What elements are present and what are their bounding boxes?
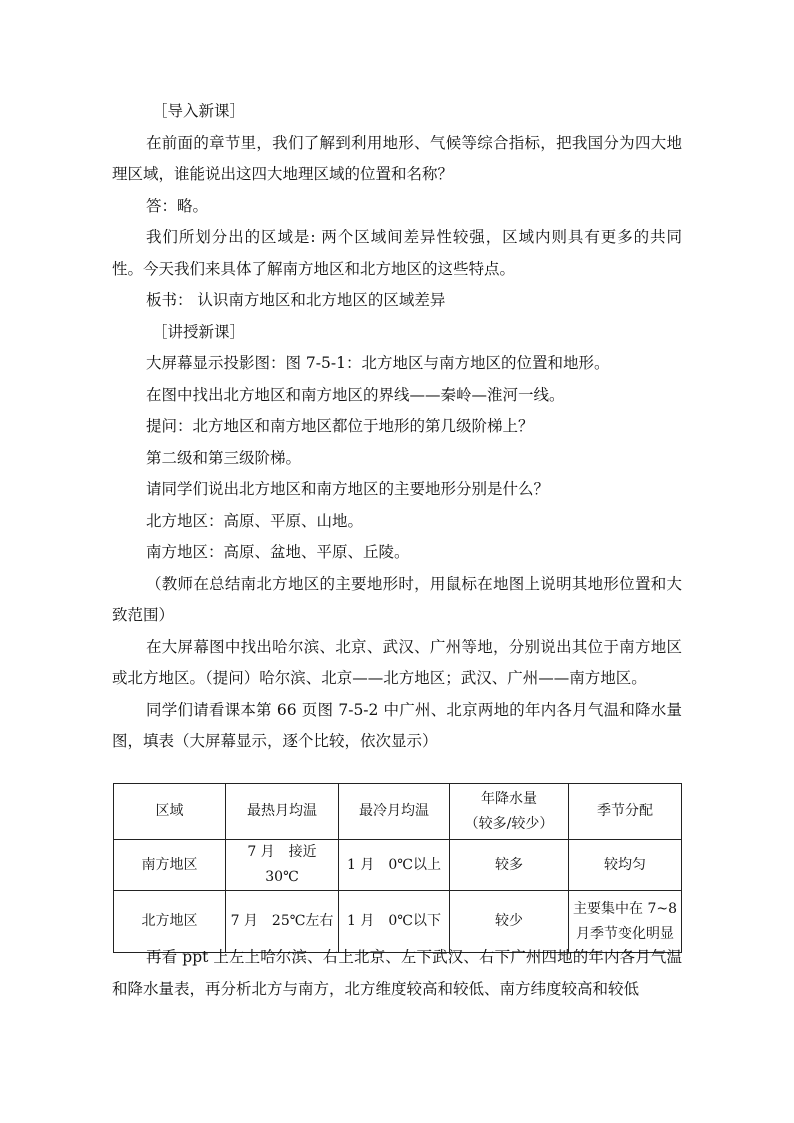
table-cell: 南方地区: [114, 840, 226, 891]
document-body: [112, 96, 682, 758]
paragraph: 同学们请看课本第 66 页图 7-5-2 中广州、北京两地的年内各月气温和降水量图，填表（大屏幕显示，逐个比较，依次显示）: [112, 700, 682, 750]
paragraph: 大屏幕显示投影图：图 7-5-1：北方地区与南方地区的位置和地形。: [146, 354, 610, 372]
cell-line: 月季节变化明显: [576, 925, 674, 942]
blackboard-note: 板书： 认识南方地区和北方地区的区域差异: [146, 291, 446, 309]
header-line: 年降水量: [481, 790, 537, 807]
table-cell: 7 月 接近 30℃: [226, 840, 339, 891]
table-cell: 较均匀: [569, 840, 682, 891]
table-cell: 1 月 0℃以上: [339, 840, 450, 891]
table-cell: 北方地区: [114, 891, 226, 953]
table-header-row: [114, 784, 682, 840]
paragraph: 我们所划分出的区域是: 两个区域间差异性较强，区域内则具有更多的共同性。今天我们来具体了解南方地区和北方地区的这些特点。: [112, 228, 682, 278]
paragraph: 南方地区：高原、盆地、平原、丘陵。: [146, 543, 410, 561]
table-cell: 7 月 25℃左右: [226, 891, 339, 953]
paragraph: （教师在总结南北方地区的主要地形时，用鼠标在地图上说明其地形位置和大致范围）: [112, 574, 682, 624]
header-line: （较多/较少）: [464, 815, 554, 832]
climate-comparison-table: [113, 783, 682, 953]
paragraph: 在前面的章节里，我们了解到利用地形、气候等综合指标，把我国分为四大地理区域，谁能说出这四大地理区域的位置和名称？: [112, 133, 682, 183]
paragraph: 在大屏幕图中找出哈尔滨、北京、武汉、广州等地，分别说出其位于南方地区或北方地区。（提问）哈尔滨、北京——北方地区；武汉、广州——南方地区。: [112, 637, 682, 687]
heading-lesson: ［讲授新课］: [152, 322, 246, 341]
header-cell: 最冷月均温: [339, 784, 450, 840]
paragraph: 答：略。: [146, 196, 209, 215]
document-continuation: [112, 942, 682, 1005]
header-cell: 区域: [114, 784, 226, 840]
paragraph: 请同学们说出北方地区和南方地区的主要地形分别是什么？: [146, 480, 550, 498]
table-cell: 较少: [450, 891, 569, 953]
paragraph: 再看 ppt 上左上哈尔滨、右上北京、左下武汉、右下广州四地的年内各月气温和降水量表，再分析北方与南方，北方维度较高和较低、南方纬度较高和较低: [112, 948, 682, 998]
paragraph: 北方地区：高原、平原、山地。: [146, 511, 364, 530]
paragraph: 第二级和第三级阶梯。: [146, 448, 302, 467]
paragraph: 在图中找出北方地区和南方地区的界线——秦岭—淮河一线。: [146, 385, 565, 404]
table-cell: 较多: [450, 840, 569, 891]
table-cell: 1 月 0℃以下: [339, 891, 450, 953]
table-row: [114, 840, 682, 891]
header-cell: [450, 784, 569, 840]
cell-line: 主要集中在 7~8: [573, 900, 677, 917]
header-cell: 最热月均温: [226, 784, 339, 840]
header-cell: 季节分配: [569, 784, 682, 840]
paragraph: 提问：北方地区和南方地区都位于地形的第几级阶梯上？: [146, 417, 534, 435]
heading-intro: ［导入新课］: [152, 102, 246, 120]
